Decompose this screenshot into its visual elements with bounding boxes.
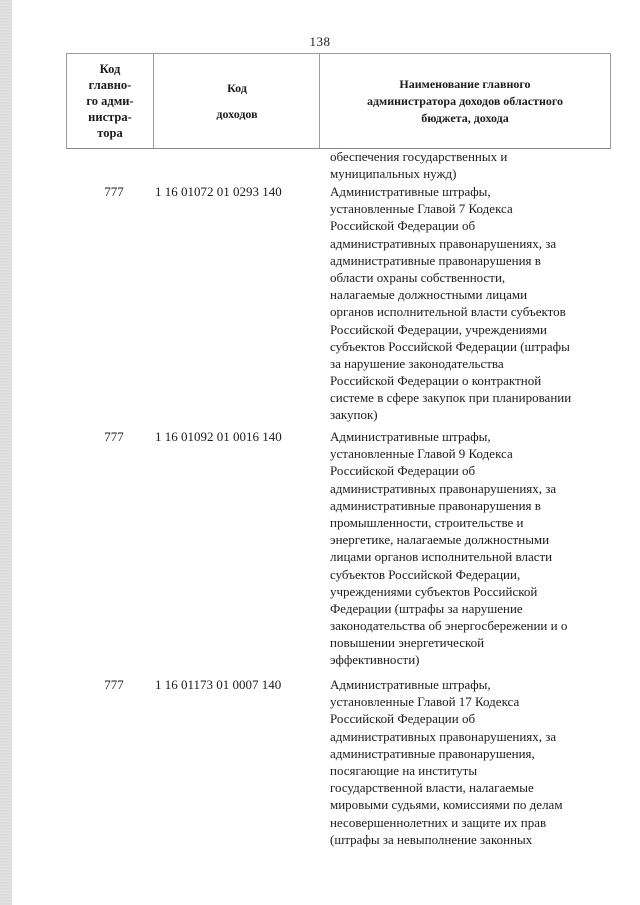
text-line: обеспечения государственных и	[330, 149, 508, 164]
text-line: лицами органов исполнительной власти	[330, 549, 553, 565]
header-income-code-line: доходов	[216, 107, 258, 121]
text-line: посягающие на институты	[330, 762, 478, 778]
text-line: системе в сфере закупок при планировании	[330, 390, 572, 406]
text-line: Российской Федерации о контрактной	[330, 373, 542, 389]
income-name	[330, 676, 615, 848]
header-income-code-line: Код	[227, 81, 247, 95]
text-line: Административные штрафы,	[330, 677, 491, 692]
text-line: административных правонарушениях, за	[330, 480, 557, 496]
admin-code: 777	[104, 677, 124, 692]
text-line: законодательства об энергосбережении и о	[330, 618, 568, 634]
text-line: несовершеннолетних и защите их прав	[330, 814, 547, 830]
text-line: учреждениями субъектов Российской	[330, 583, 538, 599]
text-line: эффективности)	[330, 652, 420, 668]
header-name-line: Наименование главного	[399, 76, 531, 91]
header-income-code	[153, 54, 320, 148]
header-name	[319, 54, 610, 148]
admin-code: 777	[104, 429, 124, 444]
header-admin-code-line: нистра-	[88, 110, 132, 124]
income-code: 1 16 01173 01 0007 140	[155, 677, 282, 692]
text-line: налагаемые должностными лицами	[330, 287, 528, 303]
table-header	[66, 53, 611, 149]
text-line: Административные штрафы,	[330, 184, 491, 199]
text-line: административные правонарушения,	[330, 745, 535, 761]
income-code: 1 16 01072 01 0293 140	[155, 184, 282, 199]
continuation-text	[330, 148, 507, 182]
text-line: муниципальных нужд)	[330, 166, 457, 182]
text-line: Российской Федерации об	[330, 463, 476, 479]
header-admin-code	[67, 54, 153, 148]
text-line: повышении энергетической	[330, 635, 485, 651]
text-line: субъектов Российской Федерации (штрафы	[330, 338, 570, 354]
header-admin-code-line: го адми-	[86, 94, 134, 108]
text-line: Российской Федерации, учреждениями	[330, 321, 547, 337]
text-line: установленные Главой 7 Кодекса	[330, 201, 513, 217]
text-line: административные правонарушения в	[330, 252, 541, 268]
text-line: Федерации (штрафы за нарушение	[330, 600, 523, 616]
text-line: мировыми судьями, комиссиями по делам	[330, 797, 563, 813]
text-line: административные правонарушения в	[330, 497, 541, 513]
page-number: 138	[309, 34, 331, 49]
header-name-line: администратора доходов областного	[366, 93, 564, 108]
text-line: субъектов Российской Федерации,	[330, 566, 521, 582]
scan-edge	[0, 0, 12, 905]
text-line: (штрафы за невыполнение законных	[330, 831, 533, 847]
text-line: административных правонарушениях, за	[330, 235, 557, 251]
header-name-line: бюджета, дохода	[421, 110, 509, 125]
text-line: административных правонарушениях, за	[330, 728, 557, 744]
text-line: установленные Главой 9 Кодекса	[330, 446, 513, 462]
text-line: промышленности, строительстве и	[330, 514, 524, 530]
text-line: Российской Федерации об	[330, 711, 476, 727]
text-line: органов исполнительной власти субъектов	[330, 304, 566, 320]
header-admin-code-line: главно-	[88, 78, 132, 92]
text-line: Российской Федерации об	[330, 218, 476, 234]
text-line: области охраны собственности,	[330, 269, 506, 285]
text-line: государственной власти, налагаемые	[330, 780, 534, 796]
header-admin-code-line: тора	[97, 126, 123, 140]
text-line: Административные штрафы,	[330, 429, 491, 444]
text-line: установленные Главой 17 Кодекса	[330, 694, 520, 710]
income-code: 1 16 01092 01 0016 140	[155, 429, 282, 444]
text-line: за нарушение законодательства	[330, 355, 504, 371]
text-line: энергетике, налагаемые должностными	[330, 532, 550, 548]
text-line: закупок)	[330, 407, 378, 423]
income-name	[330, 428, 615, 669]
header-admin-code-line: Код	[99, 62, 121, 76]
income-name	[330, 183, 615, 424]
admin-code: 777	[104, 184, 124, 199]
